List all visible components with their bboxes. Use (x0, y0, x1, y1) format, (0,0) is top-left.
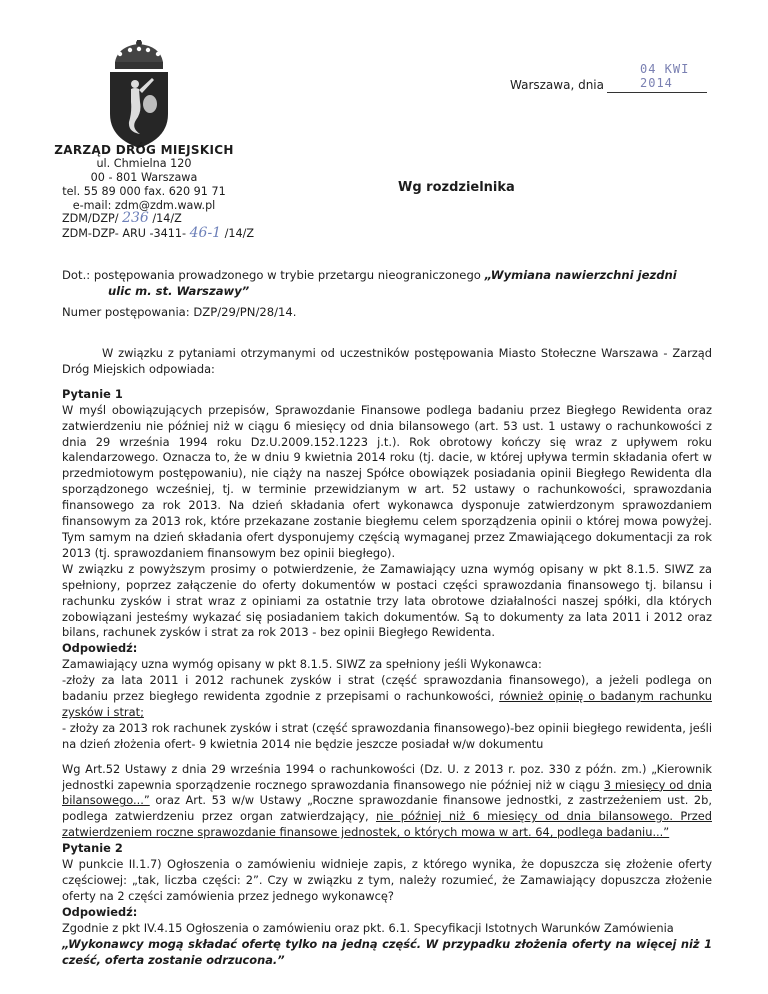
question-1-heading: Pytanie 1 (62, 386, 123, 401)
question-1-text-2: W związku z powyższym prosimy o potwierdzenie, że Zamawiający uzna wymóg opisany w pkt 8.1.5. SIWZ za spełniony, poprzez załączenie do oferty dokumentów w postaci części sprawozdania finansowego tj. bilansu i rachunku zysków i strat wraz z opiniami za ostatnie trzy lata obrotowe działalności naszej spółki, dla których zobowiązani jesteśmy wykazać się posiadaniem takich dokumentów. Są to dokumenty za lata 2011 i 2012 oraz bilans, rachunek zysków i strat za rok 2013 - bez opinii Biegłego Rewidenta. (62, 561, 712, 640)
reference-2-suffix: /14/Z (224, 227, 255, 240)
answer-1-line-3: - złoży za 2013 rok rachunek zysków i strat (część sprawozdania finansowego)-bez opinii biegłego rewidenta, jeśli na dzień złożenia ofert- 9 kwietnia 2014 nie będzie jeszcze posiadał w/w dokumentu (62, 720, 712, 751)
answer-1-heading: Odpowiedź: (62, 641, 138, 656)
question-2-heading: Pytanie 2 (62, 841, 123, 856)
date-underline (607, 92, 707, 93)
date-stamp: 04 KWI 2014 (640, 62, 690, 90)
answer-2-line-2: „Wykonawcy mogą składać ofertę tylko na jedną część. W przypadku złożenia oferty na więcej niż 1 cześć, oferta zostanie odrzucona.” (62, 936, 712, 967)
answer-1-line-2-text: -złoży za lata 2011 i 2012 rachunek zysków i strat (część sprawozdania finansowego), a jeżeli podlega on badaniu przez biegłego rewidenta zgodnie z przepisami o rachunkowości, (62, 673, 712, 704)
reference-line-2 (62, 226, 254, 241)
address-street: ul. Chmielna 120 (96, 157, 192, 170)
subject-title-a: „Wymiana nawierzchni jezdni (484, 268, 677, 282)
date-label: Warszawa, dnia (510, 78, 604, 92)
organization-name: ZARZĄD DRÓG MIEJSKICH (54, 143, 234, 157)
subject-title-b: ulic m. st. Warszawy” (108, 284, 250, 298)
law-citation (62, 762, 712, 842)
law-citation-underlined-2: nie później niż 6 miesięcy od dnia bilansowego. Przed zatwierdzeniem roczne sprawozdanie finansowe jednostek, o których mowa w art. 64, podlega badaniu...” (62, 809, 712, 840)
reference-line-1 (62, 211, 254, 226)
email: e-mail: zdm@zdm.waw.pl (72, 199, 216, 212)
date-line (510, 62, 710, 98)
answer-1-line-2-underlined: również opinię o badanym rachunku zysków i strat; (62, 689, 712, 719)
answer-1-line-1: Zamawiający uzna wymóg opisany w pkt 8.1.5. SIWZ za spełniony jeśli Wykonawca: (62, 657, 542, 672)
answer-2-line-1: Zgodnie z pkt IV.4.15 Ogłoszenia o zamówieniu oraz pkt. 6.1. Specyfikacji Istotnych Warunków Zamówienia (62, 920, 674, 935)
law-citation-a: Wg Art.52 Ustawy z dnia 29 września 1994 o rachunkowości (Dz. U. z 2013 r. poz. 330 z późn. zm.) „Kierownik jednostki zapewnia sporządzenie rocznego sprawozdania finansowego nie później niż w ciągu (62, 761, 712, 792)
crown-icon (115, 40, 163, 69)
answer-2-heading: Odpowiedź: (62, 904, 138, 919)
reference-numbers (62, 211, 254, 241)
address-city: 00 - 801 Warszawa (90, 171, 198, 184)
question-1-text-1: W myśl obowiązujących przepisów, Sprawozdanie Finansowe podlega badaniu przez Biegłego Rewidenta oraz zatwierdzeniu nie później niż w ciągu 6 miesięcy od dnia bilansowego (art. 53 ust. 1 ustawy o rachunkowości z dnia 29 września 1994 roku Dz.U.2009.152.1223 j.t.). Rok obrotowy kończy się wraz z upływem roku kalendarzowego. Oznacza to, że w dniu 9 kwietnia 2014 roku (tj. dacie, w której upływa termin składania ofert w przedmiotowym postępowaniu), nie ciąży na naszej Spółce obowiązek posiadania opinii Biegłego Rewidenta dla sporządzonego wcześniej, tj. w terminie przewidzianym w art. 52 ustawy o rachunkowości, sprawozdania finansowego za rok 2013. Na dzień składania ofert wykonawca dysponuje zatwierdzonym sprawozdaniem finansowym za 2013 rok, które przekazane zostanie biegłemu celem sporządzenia opinii o której mowa powyżej. Tym samym na dzień składania ofert dysponujemy częścią wymaganej przez Zmawiającego dokumentacji za rok 2013 (tj. sprawozdaniem finansowym bez opinii biegłego). (62, 402, 712, 560)
reference-2-prefix: ZDM-DZP- ARU -3411- (62, 227, 187, 240)
question-2-text: W punkcie II.1.7) Ogłoszenia o zamówieniu widnieje zapis, z którego wynika, że dopuszcza się złożenie oferty częściowej: „tak, liczba części: 2”. Czy w związku z tym, należy rozumieć, że Zamawiający dopuszcza złożenie oferty na 2 części zamówienia przez jednego wykonawcę? (62, 857, 712, 903)
case-number: Numer postępowania: DZP/29/PN/28/14. (62, 305, 297, 319)
answer-1-line-2 (62, 673, 712, 721)
reference-1-handwritten: 236 (122, 210, 149, 226)
law-citation-b: oraz Art. 53 w/w Ustawy „Roczne sprawozdanie finansowe jednostki, z zastrzeżeniem ust. 2b, podlega zatwierdzeniu przez organ zatwierdzający, (62, 793, 712, 824)
law-citation-underlined-1: 3 miesięcy od dnia bilansowego...” (62, 777, 712, 808)
intro-paragraph: W związku z pytaniami otrzymanymi od uczestników postępowania Miasto Stołeczne Warszawa - Zarząd Dróg Miejskich odpowiada: (62, 346, 712, 376)
warsaw-coat-of-arms-logo (98, 40, 180, 150)
subject (62, 267, 712, 299)
organization-header (44, 143, 244, 213)
reference-1-suffix: /14/Z (152, 212, 182, 225)
phone-fax: tel. 55 89 000 fax. 620 91 71 (62, 185, 226, 198)
reference-1-prefix: ZDM/DZP/ (62, 212, 119, 225)
reference-2-handwritten: 46-1 (189, 225, 222, 241)
subject-prefix: Dot.: postępowania prowadzonego w trybie przetargu nieograniczonego (62, 268, 481, 282)
document-body (62, 346, 712, 968)
recipient: Wg rozdzielnika (398, 180, 515, 195)
